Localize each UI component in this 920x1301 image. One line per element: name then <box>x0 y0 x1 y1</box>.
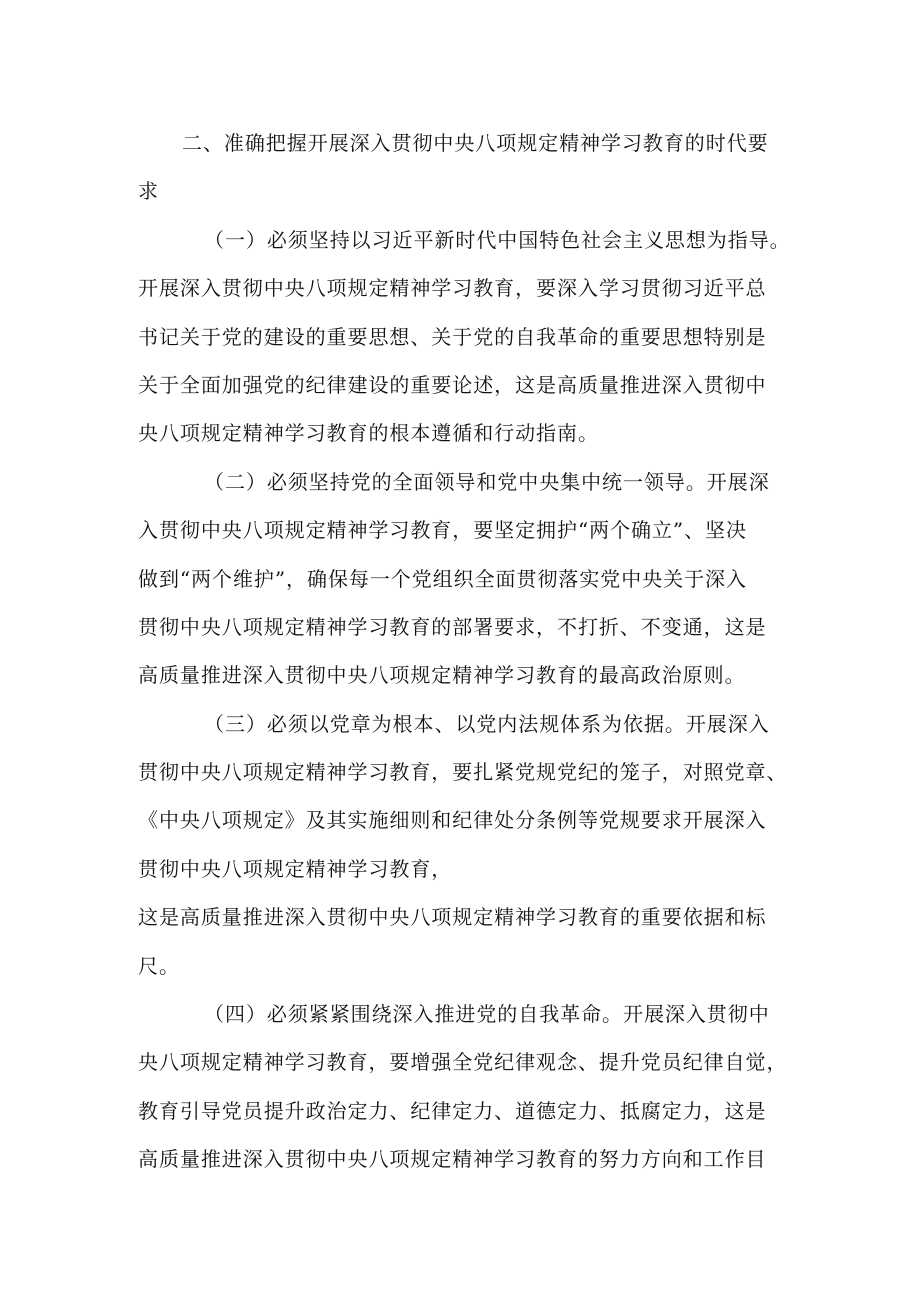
section-heading-continued: 求 <box>138 179 159 204</box>
paragraph-3-line: 贯彻中央八项规定精神学习教育，要扎紧党规党纪的笼子，对照党章、 <box>138 760 788 785</box>
paragraph-4-line: 央八项规定精神学习教育，要增强全党纪律观念、提升党员纪律自觉， <box>138 1050 788 1075</box>
paragraph-3-line: 贯彻中央八项规定精神学习教育， <box>138 856 453 881</box>
paragraph-1-heading: （一）必须坚持以习近平新时代中国特色社会主义思想为指导。 <box>204 227 791 252</box>
paragraph-4-line: 高质量推进深入贯彻中央八项规定精神学习教育的努力方向和工作目 <box>138 1147 767 1172</box>
paragraph-1-line: 关于全面加强党的纪律建设的重要论述，这是高质量推进深入贯彻中 <box>138 372 767 397</box>
paragraph-1-line: 开展深入贯彻中央八项规定精神学习教育，要深入学习贯彻习近平总 <box>138 276 767 301</box>
paragraph-1-line: 书记关于党的建设的重要思想、关于党的自我革命的重要思想特别是 <box>138 324 767 349</box>
section-heading: 二、准确把握开展深入贯彻中央八项规定精神学习教育的时代要 <box>182 131 769 155</box>
paragraph-2-line: 贯彻中央八项规定精神学习教育的部署要求，不打折、不变通，这是 <box>138 614 767 639</box>
paragraph-2-line: 入贯彻中央八项规定精神学习教育，要坚定拥护“两个确立”、坚决 <box>138 518 747 543</box>
paragraph-2-line: 高质量推进深入贯彻中央八项规定精神学习教育的最高政治原则。 <box>138 663 746 688</box>
document-body <box>138 119 790 1184</box>
paragraph-2-line: 做到“两个维护”，确保每一个党组织全面贯彻落实党中央关于深入 <box>138 566 747 591</box>
paragraph-3-line: 这是高质量推进深入贯彻中央八项规定精神学习教育的重要依据和标 <box>138 905 767 930</box>
paragraph-4-line: 教育引导党员提升政治定力、纪律定力、道德定力、抵腐定力，这是 <box>138 1098 767 1123</box>
paragraph-3-line: 《中央八项规定》及其实施细则和纪律处分条例等党规要求开展深入 <box>138 808 767 833</box>
paragraph-3-line: 尺。 <box>138 953 180 978</box>
paragraph-2-heading: （二）必须坚持党的全面领导和党中央集中统一领导。开展深 <box>204 469 770 494</box>
paragraph-3-heading: （三）必须以党章为根本、以党内法规体系为依据。开展深入 <box>204 711 770 736</box>
paragraph-1-line: 央八项规定精神学习教育的根本遵循和行动指南。 <box>138 421 599 446</box>
paragraph-4-heading: （四）必须紧紧围绕深入推进党的自我革命。开展深入贯彻中 <box>204 1002 770 1027</box>
